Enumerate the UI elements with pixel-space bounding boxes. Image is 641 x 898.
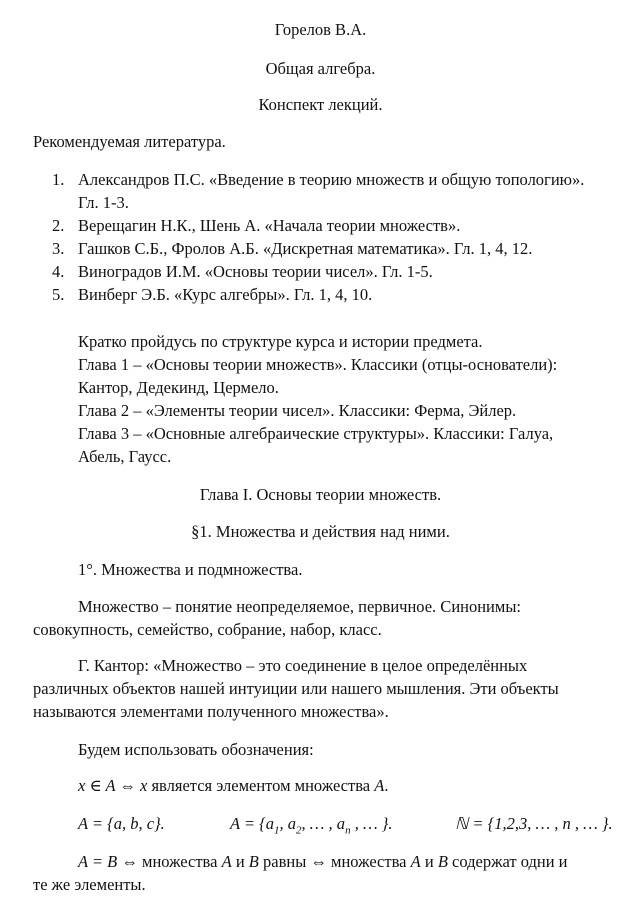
period: . (384, 776, 389, 795)
notation-intro: Будем использовать обозначения: (78, 740, 314, 759)
text-line: Множество – понятие неопределяемое, первичное. Синонимы: (78, 597, 521, 616)
set-var: A (410, 852, 421, 871)
overview-line: Абель, Гаусс. (78, 447, 172, 466)
item-text: Виноградов И.М. «Основы теории чисел». Гл. 1-5. (78, 262, 433, 281)
membership-notation (78, 776, 388, 796)
chapter-title: Глава I. Основы теории множеств. (199, 485, 442, 504)
subscript: 2 (296, 824, 302, 837)
set-example-2 (230, 814, 392, 836)
text-line: называются элементами полученного множества». (33, 702, 389, 721)
item-number: 3. (52, 239, 65, 258)
overview-line: Кантор, Дедекинд, Цермело. (78, 378, 279, 397)
formula-part: , a (279, 814, 297, 833)
subject-title: Общая алгебра. (265, 59, 376, 78)
set-var: B (248, 852, 259, 871)
author: Горелов В.А. (274, 20, 367, 39)
item-text: Гашков С.Б., Фролов А.Б. «Дискретная математика». Гл. 1, 4, 12. (78, 239, 533, 258)
equality-formula: A = B (78, 852, 118, 871)
text-part: и (231, 852, 249, 871)
item-text: Верещагин Н.К., Шень А. «Начала теории множеств». (78, 216, 461, 235)
doc-type: Конспект лекций. (258, 95, 383, 114)
overview-line: Глава 1 – «Основы теории множеств». Классики (отцы-основатели): (78, 355, 558, 374)
text-part: и (420, 852, 438, 871)
item-text: Александров П.С. «Введение в теорию множеств и общую топологию». (78, 170, 585, 189)
text-line: различных объектов нашей интуиции или нашего мышления. Эти объекты (33, 679, 559, 698)
text-part: ⇔ множества (117, 852, 222, 871)
item-number: 4. (52, 262, 65, 281)
set-example-3: ℕ = {1,2,3, … , n , … }. (455, 814, 613, 833)
membership-text: является элементом множества (147, 776, 375, 795)
text-line: совокупность, семейство, собрание, набор, класс. (33, 620, 382, 639)
section-title: §1. Множества и действия над ними. (191, 522, 450, 541)
overview-line: Глава 2 – «Элементы теории чисел». Классики: Ферма, Эйлер. (78, 401, 517, 420)
item-number: 5. (52, 285, 65, 304)
overview-line: Глава 3 – «Основные алгебраические структуры». Классики: Галуа, (78, 424, 554, 443)
set-var: A (221, 852, 232, 871)
formula-part: , … , a (301, 814, 346, 833)
subscript: 1 (274, 824, 280, 837)
membership-formula: x ∈ A ⇔ x (78, 776, 148, 795)
set-var: A (374, 776, 385, 795)
text-part: равны ⇔ множества (258, 852, 411, 871)
text-line: те же элементы. (33, 875, 146, 894)
set-var: B (437, 852, 448, 871)
subsection-title: 1°. Множества и подмножества. (78, 560, 303, 579)
item-number: 2. (52, 216, 65, 235)
subscript: n (345, 824, 351, 837)
set-example-1: A = {a, b, c}. (78, 814, 165, 833)
item-number: 1. (52, 170, 65, 189)
item-text: Гл. 1-3. (78, 193, 129, 212)
text-part: содержат одни и (447, 852, 568, 871)
text-line (78, 852, 568, 872)
formula-part: A = {a (230, 814, 275, 833)
text-line: Г. Кантор: «Множество – это соединение в целое определённых (78, 656, 528, 675)
item-text: Винберг Э.Б. «Курс алгебры». Гл. 1, 4, 10. (78, 285, 373, 304)
literature-heading: Рекомендуемая литература. (33, 132, 226, 151)
overview-line: Кратко пройдусь по структуре курса и истории предмета. (78, 332, 483, 351)
formula-part: , … }. (350, 814, 393, 833)
